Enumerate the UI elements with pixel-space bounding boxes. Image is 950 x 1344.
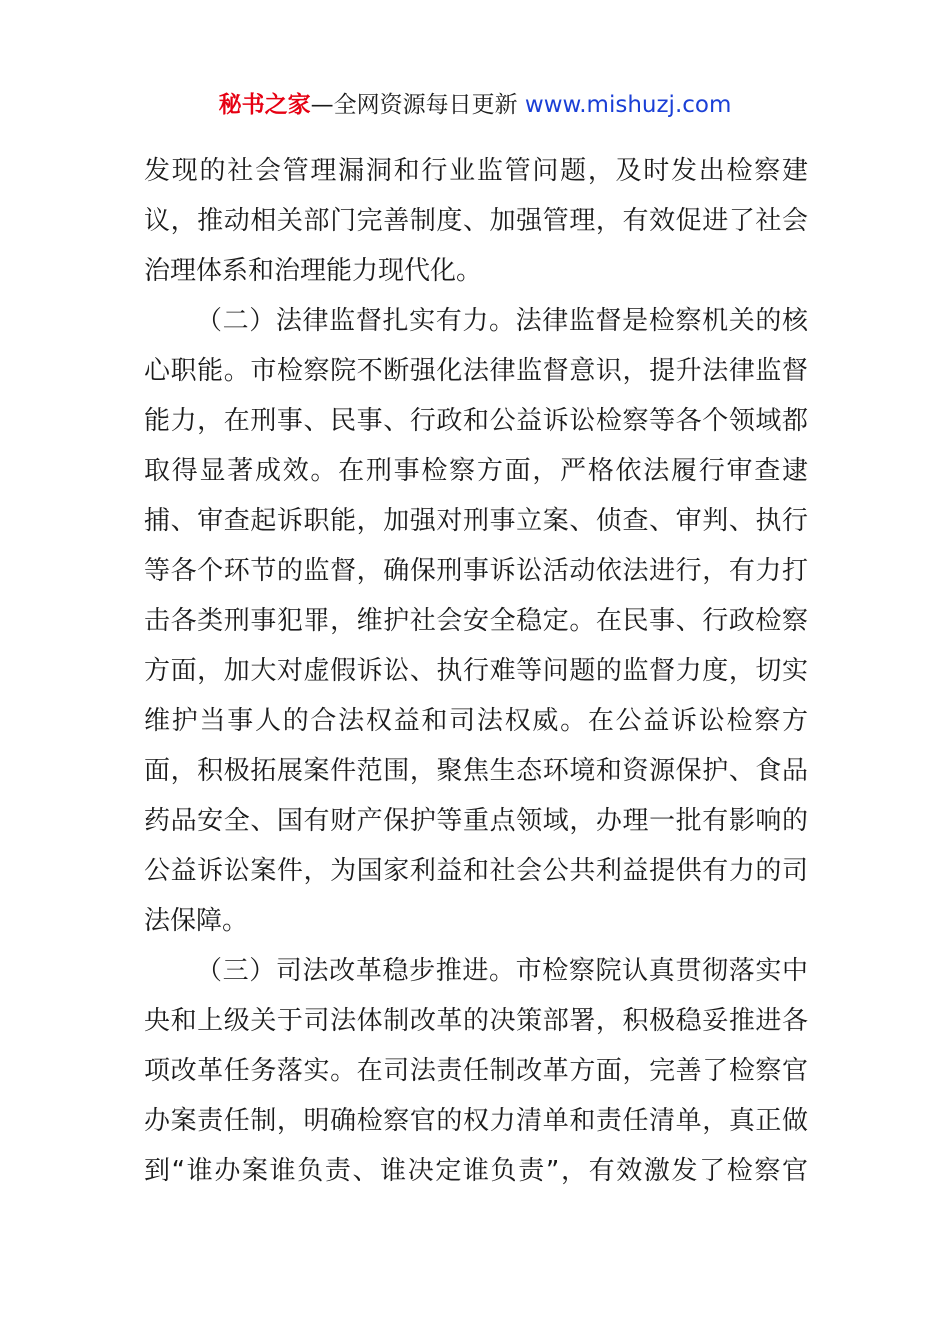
site-brand: 秘书之家 <box>218 92 311 118</box>
text-line: 项改革任务落实。在司法责任制改革方面，完善了检察官 <box>144 1056 808 1086</box>
text-line: 击各类刑事犯罪，维护社会安全稳定。在民事、行政检察 <box>144 606 808 636</box>
site-tagline: —全网资源每日更新 <box>310 92 525 118</box>
text-line: 办案责任制，明确检察官的权力清单和责任清单，真正做 <box>144 1106 808 1136</box>
document-body <box>144 146 808 1196</box>
text-line: 心职能。市检察院不断强化法律监督意识，提升法律监督 <box>144 356 808 386</box>
text-line: 等各个环节的监督，确保刑事诉讼活动依法进行，有力打 <box>144 556 808 586</box>
text-line: 法保障。 <box>144 906 249 936</box>
paragraph-start-line: （二）法律监督扎实有力。法律监督是检察机关的核 <box>196 306 808 336</box>
text-line: 能力，在刑事、民事、行政和公益诉讼检察等各个领域都 <box>144 406 808 436</box>
text-line: 议，推动相关部门完善制度、加强管理，有效促进了社会 <box>144 206 808 236</box>
text-line: 方面，加大对虚假诉讼、执行难等问题的监督力度，切实 <box>144 656 808 686</box>
text-line: 治理体系和治理能力现代化。 <box>144 256 483 286</box>
text-line: 捕、审查起诉职能，加强对刑事立案、侦查、审判、执行 <box>144 506 808 536</box>
text-line: 药品安全、国有财产保护等重点领域，办理一批有影响的 <box>144 806 808 836</box>
text-line: 发现的社会管理漏洞和行业监管问题，及时发出检察建 <box>144 156 808 186</box>
page-header <box>0 88 950 122</box>
text-line: 央和上级关于司法体制改革的决策部署，积极稳妥推进各 <box>144 1006 808 1036</box>
text-line: 取得显著成效。在刑事检察方面，严格依法履行审查逮 <box>144 456 808 486</box>
text-line: 公益诉讼案件，为国家利益和社会公共利益提供有力的司 <box>144 856 808 886</box>
site-url-link[interactable]: www.mishuzj.com <box>524 92 732 118</box>
text-line: 面，积极拓展案件范围，聚焦生态环境和资源保护、食品 <box>144 756 808 786</box>
text-line: 维护当事人的合法权益和司法权威。在公益诉讼检察方 <box>144 706 808 736</box>
text-line: 到“谁办案谁负责、谁决定谁负责”，有效激发了检察官 <box>144 1156 808 1186</box>
paragraph-start-line: （三）司法改革稳步推进。市检察院认真贯彻落实中 <box>196 956 808 986</box>
